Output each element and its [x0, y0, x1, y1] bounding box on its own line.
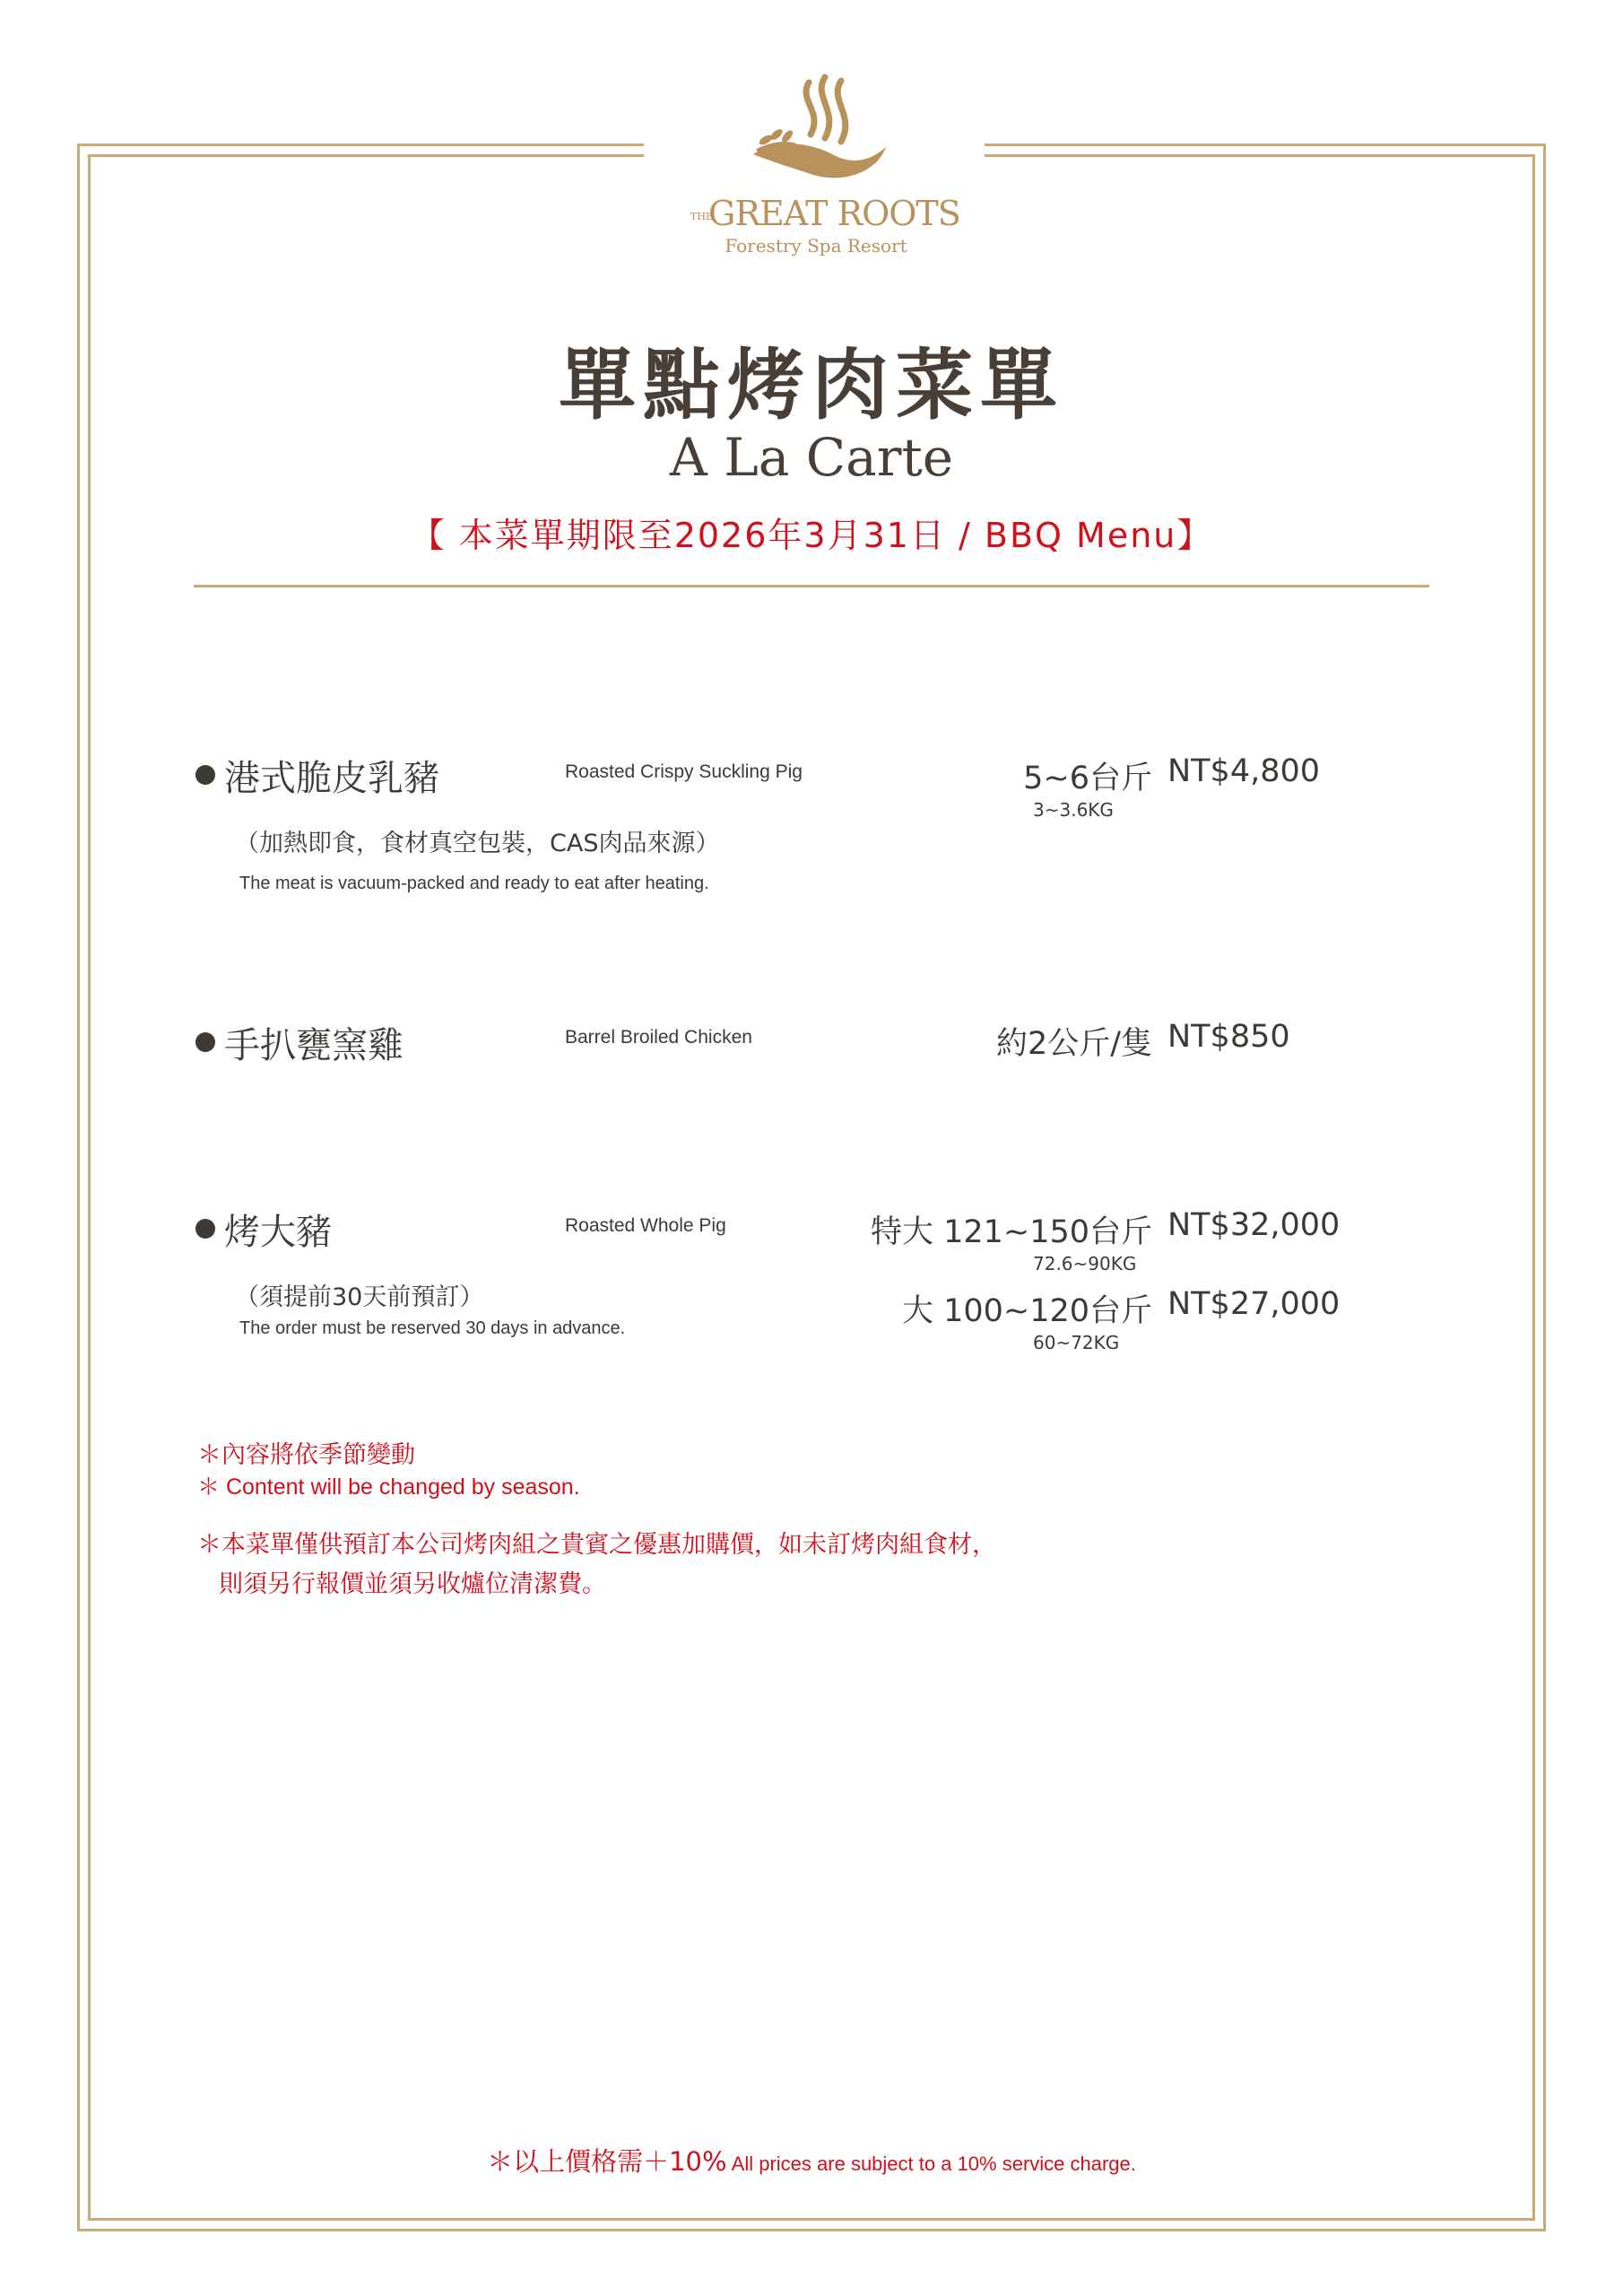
- item-weight: 72.6~90KG: [1033, 1253, 1137, 1274]
- item-name-en: Barrel Broiled Chicken: [565, 1027, 752, 1048]
- item-name-en: Roasted Whole Pig: [565, 1215, 726, 1236]
- page-title-zh: 單點烤肉菜單: [559, 341, 1064, 430]
- item-name-en: Roasted Crispy Suckling Pig: [565, 761, 803, 782]
- item-weight: 3~3.6KG: [1033, 799, 1114, 821]
- header-divider: [194, 585, 1429, 587]
- item-name-zh: 手扒甕窯雞: [224, 1025, 404, 1066]
- brand-name: [690, 194, 960, 233]
- season-note-en: ＊ Content will be changed by season.: [197, 1474, 580, 1500]
- item-note-zh: （加熱即食，食材真空包裝，CAS肉品來源）: [235, 830, 720, 857]
- bird-leaf-emblem-icon: [735, 65, 897, 199]
- item-size: 特大 121~150台斤: [870, 1214, 1152, 1250]
- item-price: NT$4,800: [1167, 753, 1321, 789]
- item-price: NT$27,000: [1167, 1286, 1341, 1322]
- brand-logo: [690, 65, 960, 280]
- item-weight: 60~72KG: [1033, 1332, 1120, 1353]
- service-charge-note: [0, 2142, 1623, 2179]
- brand-name-text: GREAT ROOTS: [708, 194, 960, 233]
- item-price: NT$32,000: [1167, 1207, 1341, 1243]
- item-size: 大 100~120台斤: [901, 1293, 1152, 1329]
- brand-prefix: THE: [690, 210, 713, 222]
- item-note-zh: （須提前30天前預訂）: [235, 1283, 484, 1311]
- service-charge-zh: ＊以上價格需＋10%: [487, 2146, 727, 2177]
- item-name-zh: 港式脆皮乳豬: [224, 758, 439, 799]
- season-note-zh: ＊內容將依季節變動: [197, 1441, 415, 1469]
- service-charge-en: All prices are subject to a 10% service charge.: [731, 2152, 1136, 2175]
- bullet-icon: [195, 765, 215, 785]
- item-name-zh: 烤大豬: [224, 1212, 332, 1253]
- bullet-icon: [195, 1219, 215, 1239]
- addon-note-line1: ＊本菜單僅供預訂本公司烤肉組之貴賓之優惠加購價，如未訂烤肉組食材，: [197, 1531, 996, 1559]
- item-price: NT$850: [1167, 1019, 1290, 1055]
- item-note-en: The meat is vacuum-packed and ready to eat after heating.: [239, 874, 709, 893]
- brand-subtitle: Forestry Spa Resort: [725, 235, 907, 257]
- item-size: 5~6台斤: [1023, 761, 1152, 796]
- item-note-en: The order must be reserved 30 days in advance.: [239, 1318, 626, 1338]
- menu-validity: 【 本菜單期限至2026年3月31日 / BBQ Menu】: [410, 516, 1213, 555]
- addon-note-line2: 則須另行報價並須另收爐位清潔費。: [219, 1570, 606, 1598]
- item-size: 約2公斤/隻: [995, 1026, 1152, 1062]
- bullet-icon: [195, 1032, 215, 1052]
- page-title-en: A La Carte: [669, 427, 954, 488]
